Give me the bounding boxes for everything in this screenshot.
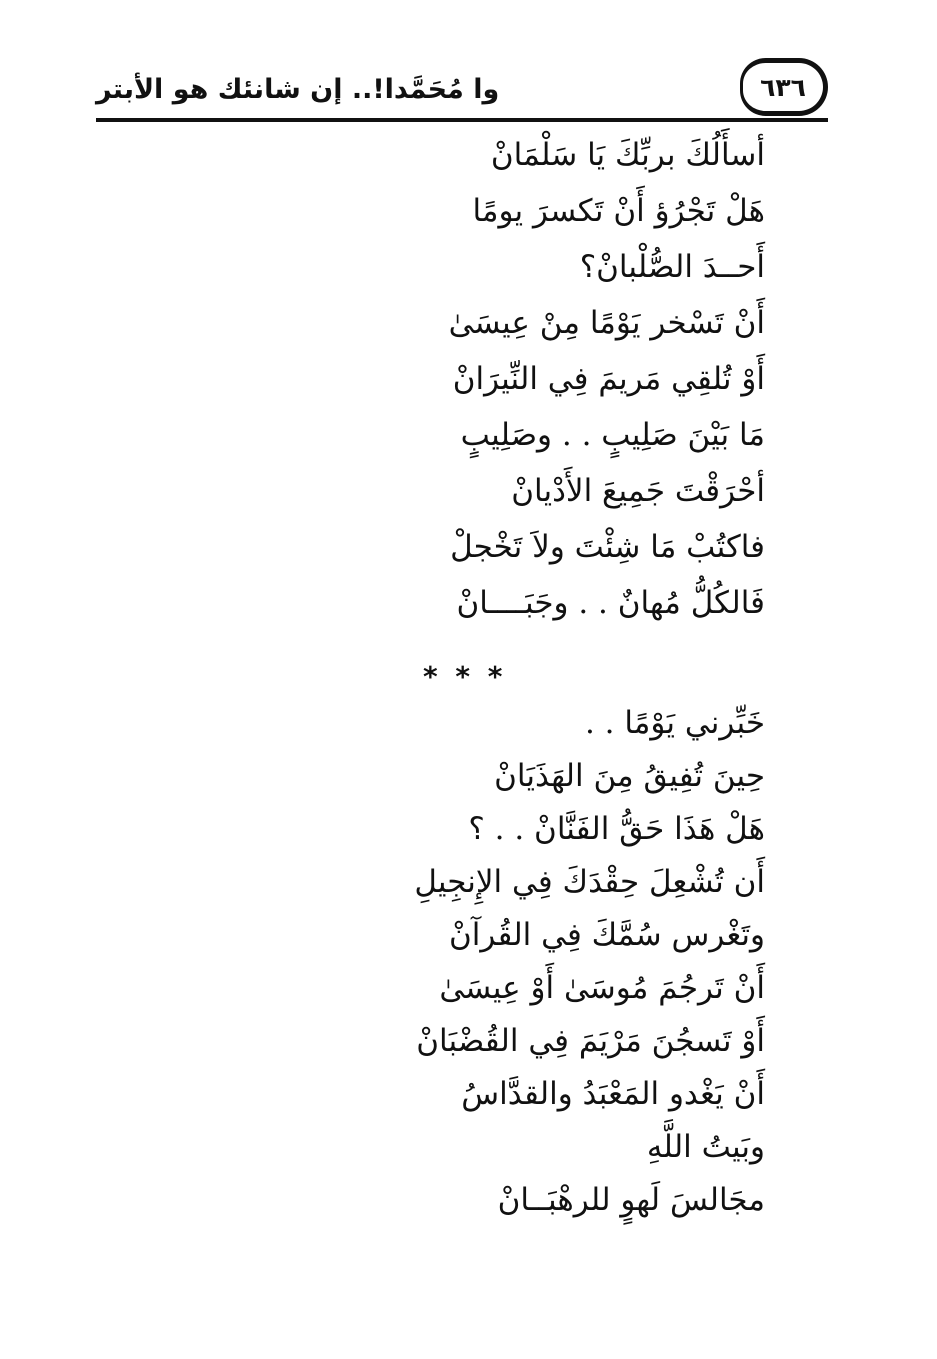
page-header <box>96 56 828 122</box>
poem-line: أَنْ تَرجُمَ مُوسَىٰ أَوْ عِيسَىٰ <box>439 970 765 1006</box>
poem-line: أَحــدَ الصُّلْبانْ؟ <box>579 249 765 285</box>
header-rule <box>96 118 828 122</box>
poem-line: أحْرَقْتَ جَمِيعَ الأَدْيانْ <box>511 473 765 509</box>
poem-line: أَوْ تُلقِي مَريمَ فِي النِّيرَانْ <box>452 361 765 397</box>
running-title: وا مُحَمَّدا!.. إن شانئك هو الأبتر <box>96 74 500 105</box>
poem-line: وتَغْرس سُمَّكَ فِي القُرآنْ <box>449 917 765 953</box>
poem-line: أَن تُشْعِلَ حِقْدَكَ فِي الإِنجِيلِ <box>414 864 765 900</box>
poem-line: فاكتُبْ مَا شِئْتَ ولاَ تَخْجلْ <box>450 529 765 565</box>
poem-line: هَلْ هَذَا حَقُّ الفَنَّانْ . . ؟ <box>468 811 765 847</box>
page-number: ٦٣٦ <box>740 58 828 116</box>
poem-line: مجَالسَ لَهوٍ للرهْبَــانْ <box>497 1182 765 1218</box>
poem-stanza-1 <box>448 137 765 644</box>
poem-line: أَنْ تَسْخر يَوْمًا مِنْ عِيسَىٰ <box>448 305 765 341</box>
poem-line: حِينَ تُفِيقُ مِنَ الهَذَيَانْ <box>494 758 765 794</box>
poem-line: أَوْ تَسجُنَ مَرْيَمَ فِي القُضْبَانْ <box>416 1023 765 1059</box>
poem-line: وبَيتُ اللَّهِ <box>646 1129 765 1165</box>
poem-stanza-2 <box>414 705 765 1238</box>
poem-line: مَا بَيْنَ صَلِيبٍ . . وصَلِيبٍ <box>460 417 765 453</box>
poem-line: أَنْ يَغْدو المَعْبَدُ والقدَّاسُ <box>461 1076 765 1112</box>
poem-line: هَلْ تَجْرُؤ أَنْ تَكسرَ يومًا <box>472 193 765 229</box>
poem-line: فَالكُلُّ مُهانٌ . . وجَبَــــانْ <box>456 585 765 621</box>
poem-line: أسأَلُكَ بربِّكَ يَا سَلْمَانْ <box>490 137 765 173</box>
poem-line: خَبِّرني يَوْمًا . . <box>584 705 765 741</box>
stanza-separator: * * * <box>423 660 507 693</box>
